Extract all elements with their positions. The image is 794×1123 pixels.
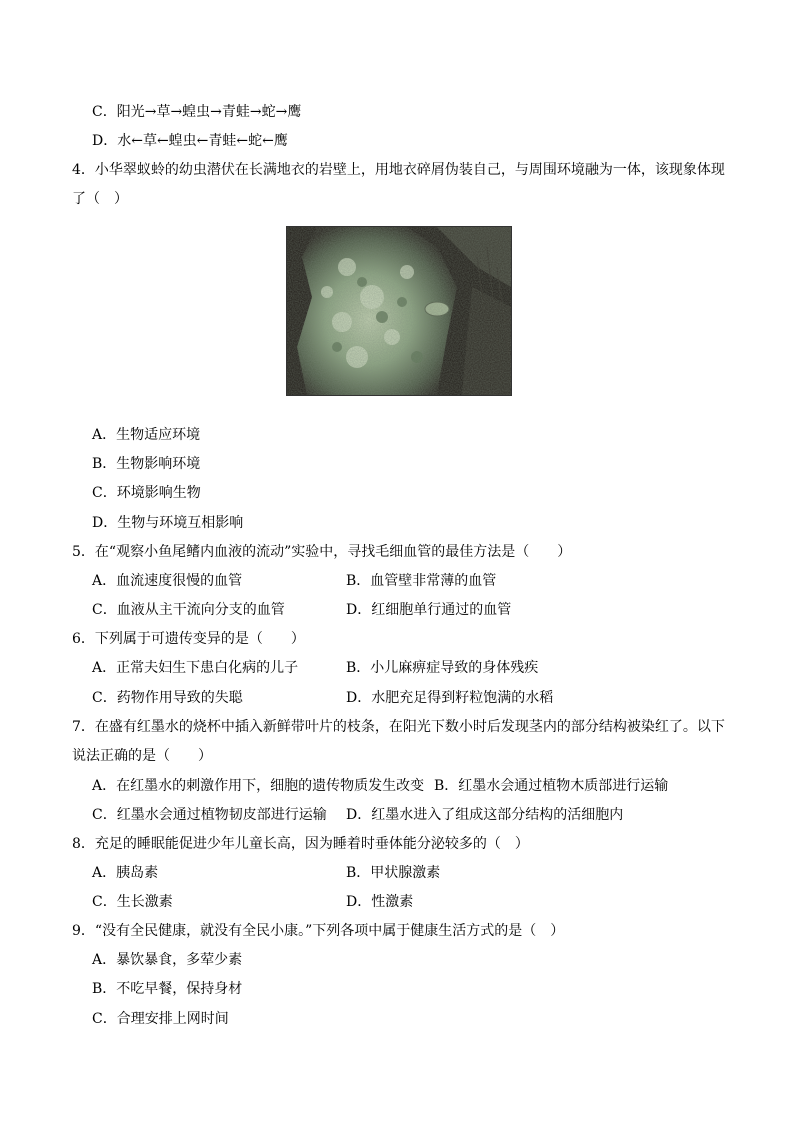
option-q5-b: B．血管壁非常薄的血管 bbox=[346, 573, 497, 589]
option-q4-a: A．生物适应环境 bbox=[92, 427, 201, 443]
question-7-stem-line2: 说法正确的是（ ） bbox=[72, 748, 212, 764]
question-5-stem: 5．在“观察小鱼尾鳍内血液的流动”实验中，寻找毛细血管的最佳方法是（ ） bbox=[72, 544, 572, 560]
lichen-photo-graphic bbox=[287, 227, 511, 395]
option-q3-c: C．阳光→草→蝗虫→青蛙→蛇→鹰 bbox=[92, 104, 302, 120]
option-q4-c: C．环境影响生物 bbox=[92, 485, 201, 501]
option-q8-b: B．甲状腺激素 bbox=[346, 865, 441, 881]
question-8-stem: 8．充足的睡眠能促进少年儿童长高，因为睡着时垂体能分泌较多的（ ） bbox=[72, 836, 529, 852]
question-9-stem: 9．“没有全民健康，就没有全民小康。”下列各项中属于健康生活方式的是（ ） bbox=[72, 923, 565, 939]
question-4-stem-line1: 4．小华翠蚁蛉的幼虫潜伏在长满地衣的岩壁上，用地衣碎屑伪装自己，与周围环境融为一体，该现象体现 bbox=[72, 162, 725, 178]
question-7-stem-line1: 7．在盛有红墨水的烧杯中插入新鲜带叶片的枝条，在阳光下数小时后发现茎内的部分结构被染红了。以下 bbox=[72, 719, 725, 735]
option-q9-a: A．暴饮暴食，多荤少素 bbox=[92, 952, 243, 968]
option-q9-c: C．合理安排上网时间 bbox=[92, 1011, 229, 1027]
option-q3-d: D．水←草←蝗虫←青蛙←蛇←鹰 bbox=[92, 133, 288, 149]
option-q8-d: D．性激素 bbox=[346, 894, 414, 910]
option-q6-a: A．正常夫妇生下患白化病的儿子 bbox=[92, 660, 299, 676]
lichen-larva-photo bbox=[286, 226, 512, 396]
option-q6-d: D．水肥充足得到籽粒饱满的水稻 bbox=[346, 690, 554, 706]
question-6-stem: 6．下列属于可遗传变异的是（ ） bbox=[72, 631, 305, 647]
option-q8-c: C．生长激素 bbox=[92, 894, 173, 910]
option-q7-a: A．在红墨水的刺激作用下，细胞的遗传物质发生改变 bbox=[92, 778, 425, 794]
option-q5-d: D．红细胞单行通过的血管 bbox=[346, 602, 512, 618]
option-q7-b: B．红墨水会通过植物木质部进行运输 bbox=[434, 778, 669, 794]
option-q6-c: C．药物作用导致的失聪 bbox=[92, 690, 243, 706]
option-q8-a: A．胰岛素 bbox=[92, 865, 159, 881]
option-q4-b: B．生物影响环境 bbox=[92, 456, 201, 472]
option-q7-d: D．红墨水进入了组成这部分结构的活细胞内 bbox=[346, 807, 624, 823]
option-q5-a: A．血流速度很慢的血管 bbox=[92, 573, 243, 589]
question-4-stem-line2: 了（ ） bbox=[72, 191, 128, 207]
option-q4-d: D．生物与环境互相影响 bbox=[92, 515, 244, 531]
option-q7-c: C．红墨水会通过植物韧皮部进行运输 bbox=[92, 807, 327, 823]
option-q9-b: B．不吃早餐，保持身材 bbox=[92, 981, 243, 997]
option-q5-c: C．血液从主干流向分支的血管 bbox=[92, 602, 285, 618]
option-q6-b: B．小儿麻痹症导致的身体残疾 bbox=[346, 660, 539, 676]
